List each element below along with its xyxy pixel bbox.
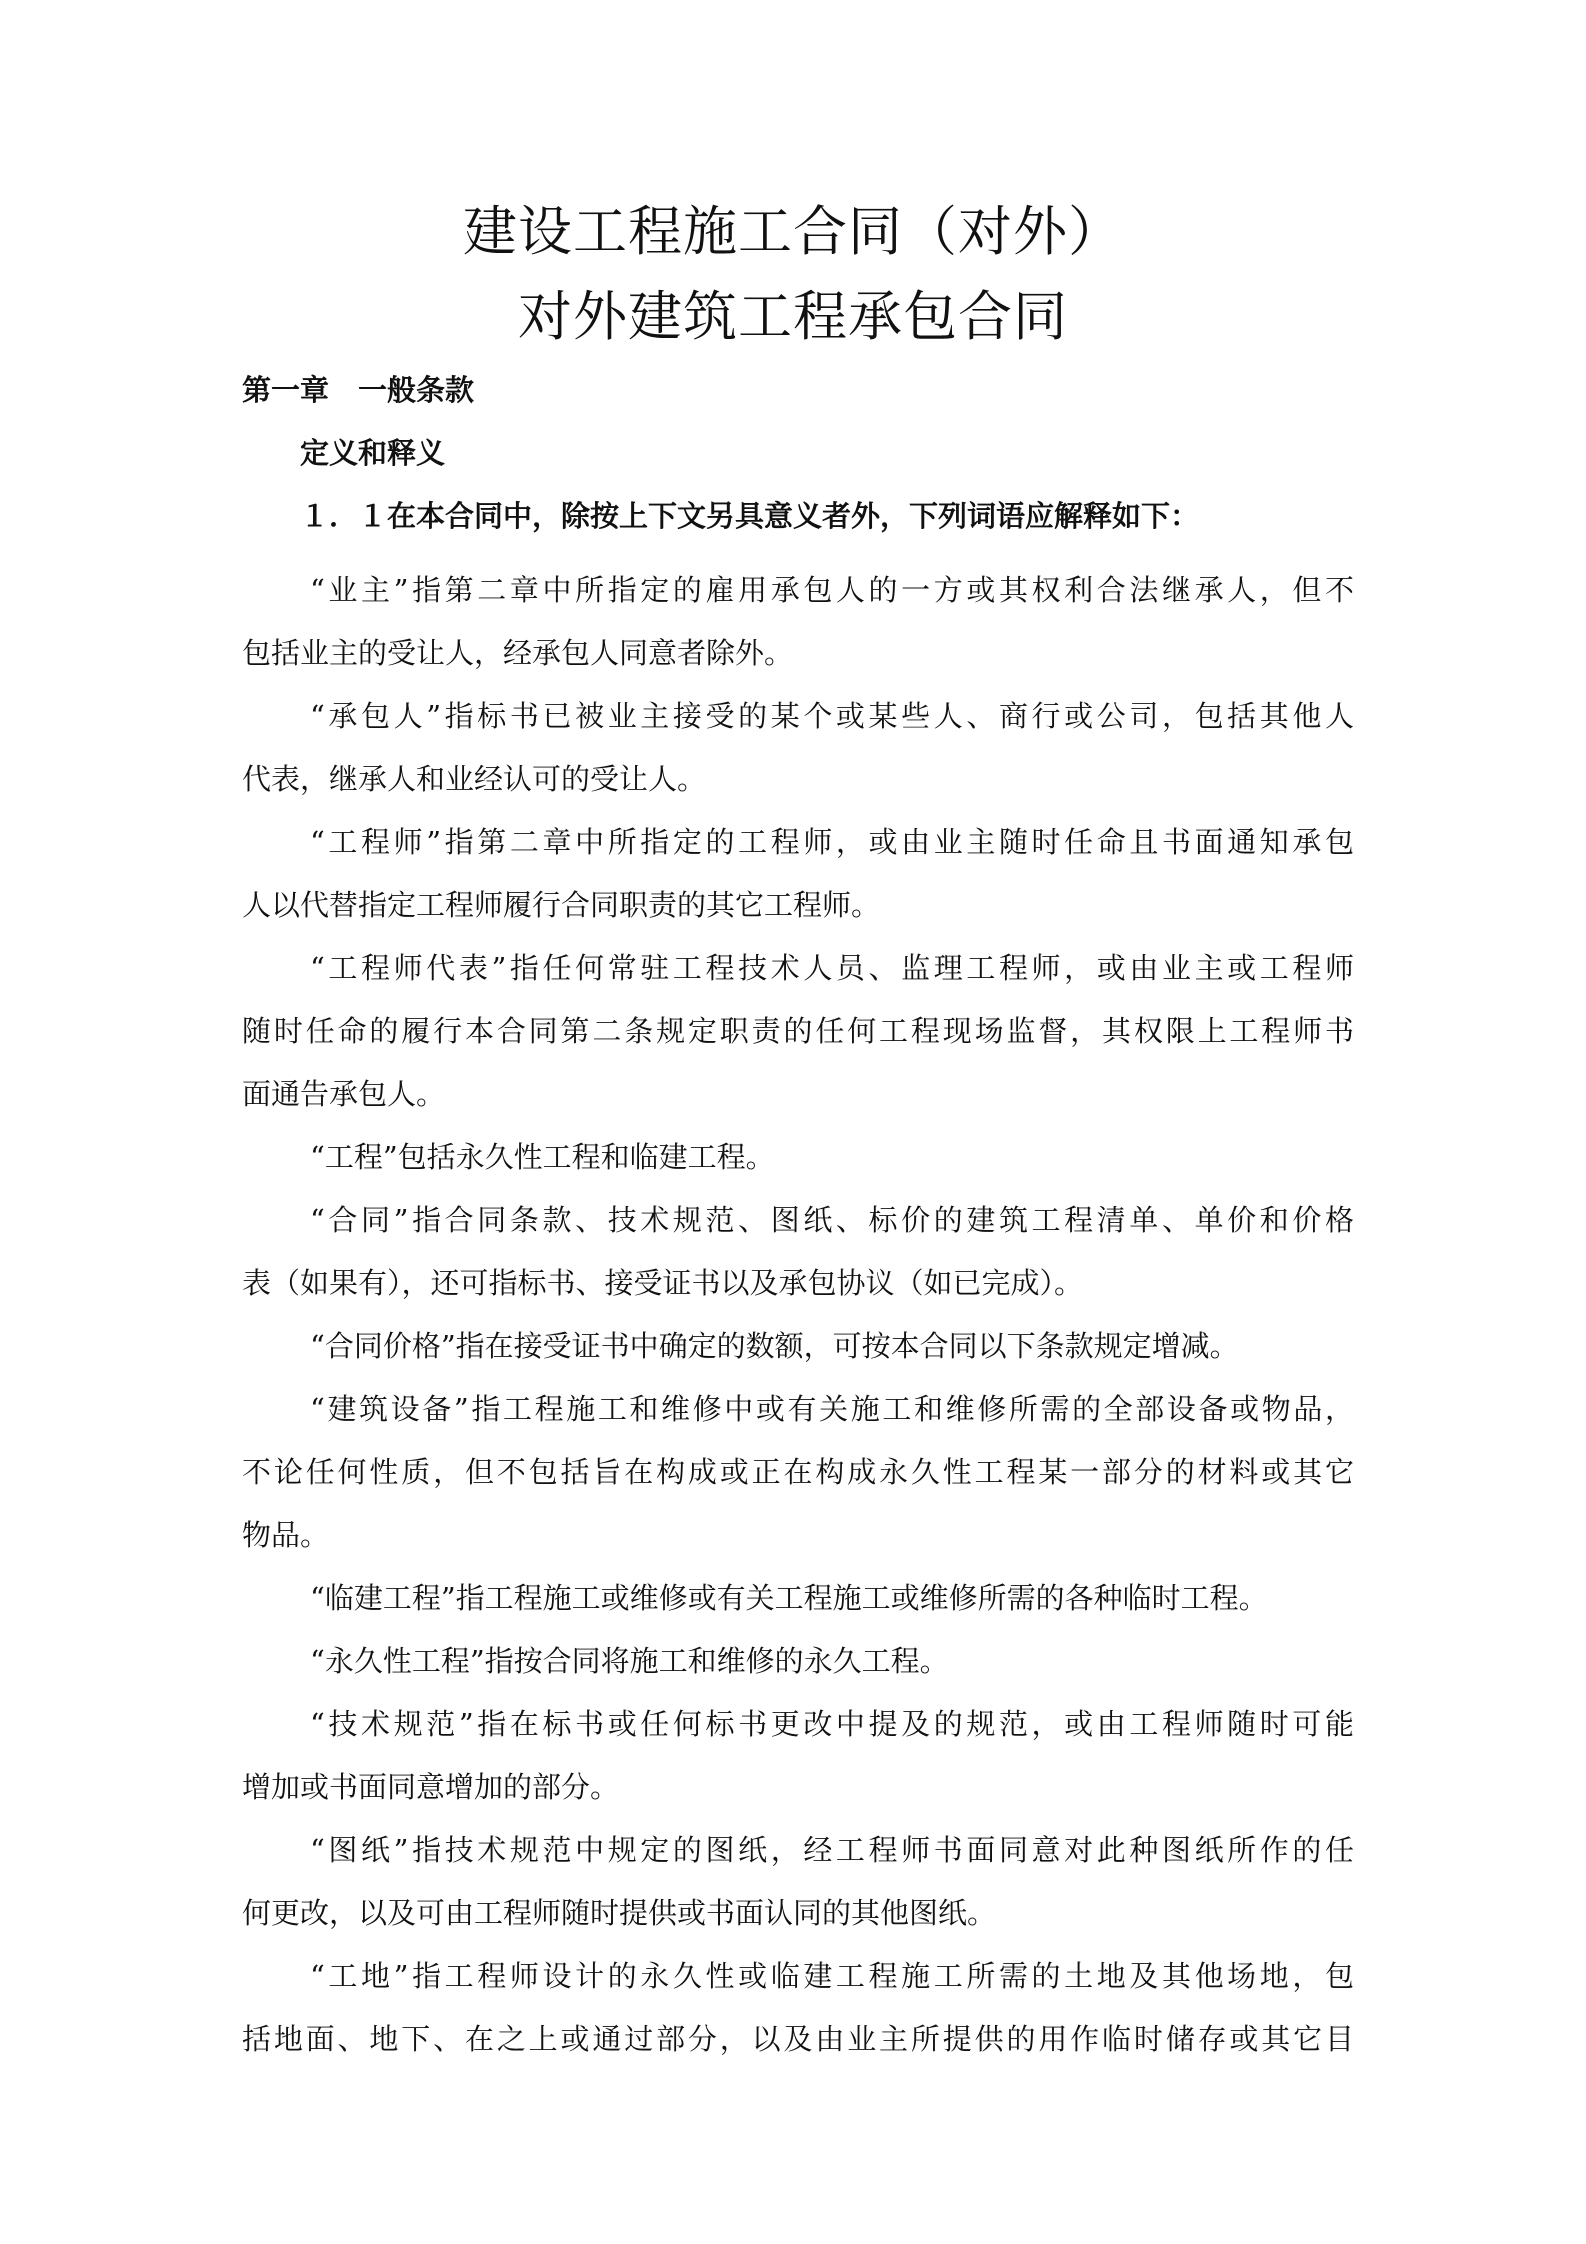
- paragraph-line: 随时任命的履行本合同第二条规定职责的任何工程现场监督，其权限上工程师书: [242, 1014, 1354, 1048]
- document-title: 建设工程施工合同（对外）: [463, 200, 1123, 263]
- definition-paragraph: [242, 1819, 1354, 1945]
- paragraph-line: “永久性工程”指按合同将施工和维修的永久工程。: [310, 1644, 949, 1678]
- paragraph-line: 代表，继承人和业经认可的受让人。: [242, 762, 707, 796]
- paragraph-line: 括地面、地下、在之上或通过部分，以及由业主所提供的用作临时储存或其它目: [242, 2022, 1354, 2056]
- paragraph-line: “临建工程”指工程施工或维修或有关工程施工或维修所需的各种临时工程。: [310, 1581, 1268, 1615]
- paragraph-line: “业主”指第二章中所指定的雇用承包人的一方或其权利合法继承人，但不: [310, 573, 1354, 607]
- definition-paragraph: [242, 1693, 1354, 1819]
- document-body: [242, 370, 1354, 2071]
- section-heading: 定义和释义: [300, 436, 446, 470]
- definition-paragraph: [242, 937, 1354, 1126]
- paragraph-line: 何更改，以及可由工程师随时提供或书面认同的其他图纸。: [242, 1896, 997, 1930]
- definition-paragraph: [242, 559, 1354, 685]
- paragraph-line: “技术规范”指在标书或任何标书更改中提及的规范，或由工程师随时可能: [310, 1707, 1354, 1741]
- paragraph-line: “承包人”指标书已被业主接受的某个或某些人、商行或公司，包括其他人: [310, 699, 1354, 733]
- paragraph-line: 表（如果有），还可指标书、接受证书以及承包协议（如已完成）。: [242, 1266, 1084, 1300]
- paragraph-line: 物品。: [242, 1518, 330, 1552]
- definition-paragraph: [242, 685, 1354, 811]
- definition-paragraph: [242, 1315, 1354, 1378]
- paragraph-line: “工地”指工程师设计的永久性或临建工程施工所需的土地及其他场地，包: [310, 1959, 1354, 1993]
- definition-paragraph: [242, 1378, 1354, 1567]
- definition-paragraph: [242, 1126, 1354, 1189]
- chapter-heading: 第一章 一般条款: [242, 373, 475, 407]
- paragraph-line: “工程师代表”指任何常驻工程技术人员、监理工程师，或由业主或工程师: [310, 951, 1354, 985]
- definition-paragraph: [242, 1189, 1354, 1315]
- definition-paragraph: [242, 1945, 1354, 2071]
- document-subtitle: 对外建筑工程承包合同: [518, 285, 1068, 348]
- paragraph-line: “工程”包括永久性工程和临建工程。: [310, 1140, 775, 1174]
- paragraph-line: 人以代替指定工程师履行合同职责的其它工程师。: [242, 888, 881, 922]
- definition-paragraph: [242, 1567, 1354, 1630]
- paragraph-line: “工程师”指第二章中所指定的工程师，或由业主随时任命且书面通知承包: [310, 825, 1354, 859]
- clause-heading: １．１在本合同中，除按上下文另具意义者外，下列词语应解释如下：: [300, 499, 1200, 533]
- paragraph-line: “合同价格”指在接受证书中确定的数额，可按本合同以下条款规定增减。: [310, 1329, 1239, 1363]
- paragraph-line: “图纸”指技术规范中规定的图纸，经工程师书面同意对此种图纸所作的任: [310, 1833, 1354, 1867]
- paragraph-line: 增加或书面同意增加的部分。: [242, 1770, 620, 1804]
- paragraph-line: “建筑设备”指工程施工和维修中或有关施工和维修所需的全部设备或物品，: [310, 1392, 1354, 1426]
- paragraph-line: 包括业主的受让人，经承包人同意者除外。: [242, 636, 794, 670]
- definition-paragraph: [242, 1630, 1354, 1693]
- paragraph-line: 不论任何性质，但不包括旨在构成或正在构成永久性工程某一部分的材料或其它: [242, 1455, 1354, 1489]
- paragraph-line: “合同”指合同条款、技术规范、图纸、标价的建筑工程清单、单价和价格: [310, 1203, 1354, 1237]
- definition-paragraph: [242, 811, 1354, 937]
- paragraph-line: 面通告承包人。: [242, 1077, 446, 1111]
- definitions-list: [242, 559, 1354, 2071]
